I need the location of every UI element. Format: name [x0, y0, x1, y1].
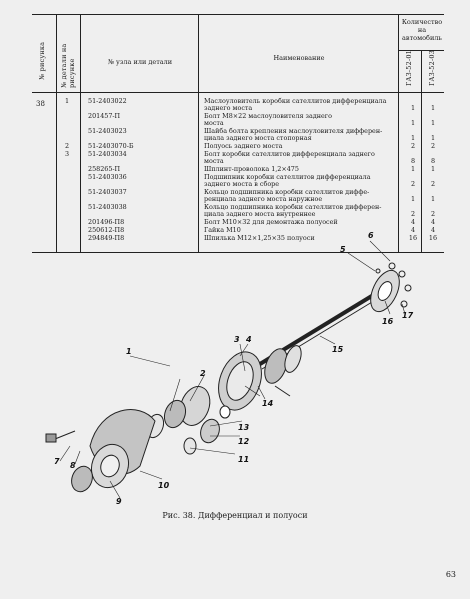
callout-4: 4 [246, 335, 252, 344]
row-description: Маслоуловитель коробки сателлитов дифференциала [204, 97, 387, 105]
callout-5: 5 [340, 245, 346, 254]
row-qty-model1: 4 [410, 226, 416, 234]
callout-2: 2 [200, 369, 206, 378]
row-part-number: 51-2403023 [88, 127, 127, 135]
row-part-number: 51-2403037 [88, 188, 127, 196]
callout-16: 16 [382, 317, 394, 326]
row-position: 1 [64, 97, 70, 105]
row-qty-model2: 16 [428, 234, 438, 242]
figure-caption: Рис. 38. Дифференциал и полуоси [162, 511, 308, 520]
header-model2: ГАЗ-52-03 [428, 49, 436, 86]
row-qty-model1: 2 [410, 210, 416, 218]
row-part-number: 294849-П8 [88, 234, 125, 242]
callout-17: 17 [402, 311, 414, 320]
header-position: № детали на рисунке [60, 43, 76, 88]
row-qty-model2: 1 [430, 134, 436, 142]
row-qty-model1: 1 [410, 134, 416, 142]
row-qty-model1: 4 [410, 218, 416, 226]
callout-15: 15 [332, 345, 344, 354]
callout-6: 6 [368, 231, 374, 240]
row-description: заднего моста [204, 104, 253, 112]
row-description: Болт М10×32 для демонтажа полуосей [204, 218, 338, 226]
row-position: 2 [64, 142, 70, 150]
differential-figure [30, 231, 430, 506]
row-qty-model2: 2 [430, 210, 436, 218]
callout-7: 7 [54, 457, 60, 466]
callout-3: 3 [234, 335, 240, 344]
row-description: Гайка М10 [204, 226, 241, 234]
callout-12: 12 [238, 437, 250, 446]
row-description: Болт коробки сателлитов дифференциала заднего [204, 150, 375, 158]
row-part-number: 51-2403034 [88, 150, 127, 158]
row-qty-model2: 2 [430, 180, 436, 188]
row-description: Кольцо подшипника коробки сателлитов диффе- [204, 188, 370, 196]
col-line-3 [198, 14, 199, 252]
col-line-1 [56, 14, 57, 252]
row-qty-model1: 1 [410, 165, 416, 173]
row-qty-model1: 8 [410, 157, 416, 165]
row-description: Подшипник коробки сателлитов дифференциала [204, 173, 371, 181]
header-qty: Количество на автомобиль [401, 18, 443, 42]
row-qty-model2: 1 [430, 195, 436, 203]
row-qty-model2: 1 [430, 165, 436, 173]
callout-14: 14 [262, 399, 274, 408]
row-qty-model2: 8 [430, 157, 436, 165]
row-description: Шпилька М12×1,25×35 полуоси [204, 234, 315, 242]
row-qty-model1: 1 [410, 195, 416, 203]
row-description: циала заднего моста внутреннее [204, 210, 316, 218]
row-part-number: 51-2403038 [88, 203, 127, 211]
col-line-5 [421, 50, 422, 252]
callout-9: 9 [116, 497, 122, 506]
callout-13: 13 [238, 423, 250, 432]
header-name: Наименование [273, 54, 325, 62]
callout-11: 11 [238, 455, 250, 464]
row-qty-model2: 1 [430, 104, 436, 112]
row-position: 3 [64, 150, 70, 158]
row-description: ренциала заднего моста наружное [204, 195, 323, 203]
row-part-number: 258265-П [88, 165, 121, 173]
row-part-number: 51-2403036 [88, 173, 127, 181]
row-description: Полуось заднего моста [204, 142, 283, 150]
row-qty-model1: 1 [410, 119, 416, 127]
group-number: 38 [36, 100, 45, 108]
row-qty-model2: 2 [430, 142, 436, 150]
callout-8: 8 [70, 461, 76, 470]
row-part-number: 250612-П8 [88, 226, 125, 234]
row-qty-model1: 2 [410, 142, 416, 150]
table-header-rule [32, 92, 444, 93]
header-model1: ГАЗ-52-01 [405, 49, 413, 86]
row-description: моста [204, 119, 224, 127]
row-description: моста [204, 157, 224, 165]
gears-drawing [143, 382, 230, 454]
row-qty-model1: 1 [410, 104, 416, 112]
row-qty-model2: 4 [430, 226, 436, 234]
header-group: № рисунка [38, 41, 46, 80]
callout-1: 1 [126, 347, 132, 356]
row-description: Шплинт-проволока 1,2×475 [204, 165, 299, 173]
differential-cage-drawing [211, 343, 304, 416]
left-housing-drawing [46, 410, 155, 495]
row-description: Шайба болта крепления маслоуловителя дифферен- [204, 127, 383, 135]
header-part-no: № узла или детали [107, 58, 173, 66]
row-description: Кольцо подшипника коробки сателлитов дифферен- [204, 203, 382, 211]
table-top-rule [32, 14, 444, 15]
row-qty-model2: 1 [430, 119, 436, 127]
row-qty-model1: 2 [410, 180, 416, 188]
row-qty-model1: 16 [408, 234, 418, 242]
row-part-number: 51-2403022 [88, 97, 127, 105]
row-part-number: 51-2403070-Б [88, 142, 134, 150]
row-qty-model2: 4 [430, 218, 436, 226]
row-part-number: 201496-П8 [88, 218, 125, 226]
col-line-2 [80, 14, 81, 252]
row-description: циала заднего моста стопорная [204, 134, 312, 142]
callout-10: 10 [158, 481, 170, 490]
row-description: заднего моста в сборе [204, 180, 280, 188]
row-part-number: 201457-П [88, 112, 121, 120]
page-number: 63 [445, 570, 456, 579]
row-description: Болт М8×22 маслоуловителя заднего [204, 112, 332, 120]
